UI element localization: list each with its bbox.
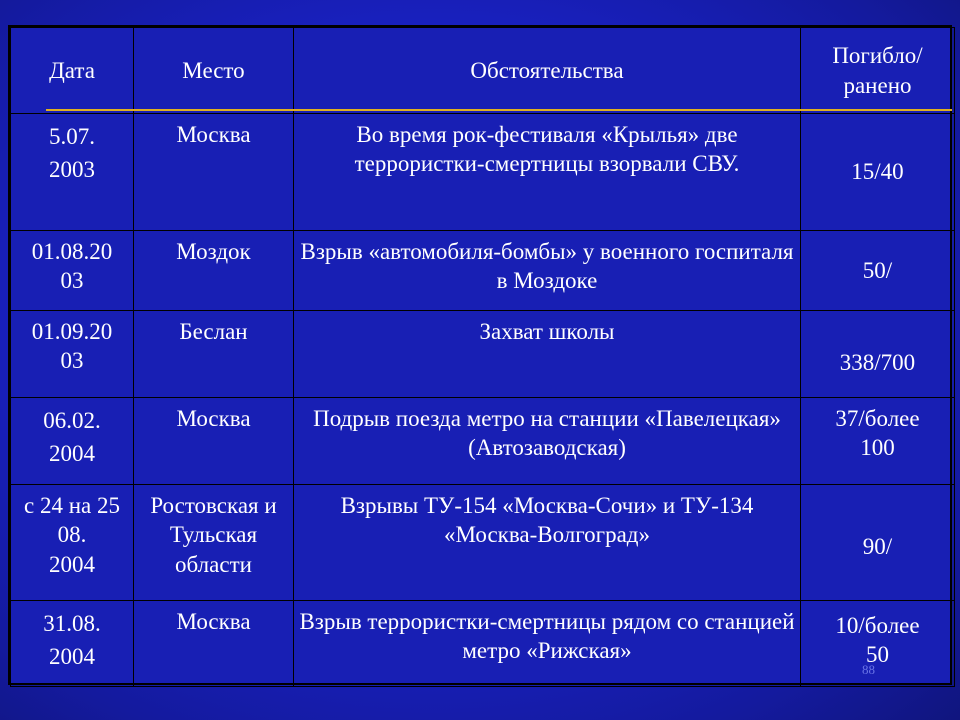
cell-casualties [801,114,955,231]
slide-number: 88 [862,662,875,677]
cell-circumstances: Во время рок-фестиваля «Крылья» две террористки-смертницы взорвали СВУ. [294,114,801,231]
date-line2: 2004 [49,441,95,467]
header-circumstances: Обстоятельства [294,28,801,114]
cell-date [11,311,134,398]
cell-place: Москва [134,114,294,231]
cell-place: Москва [134,601,294,687]
table-row [11,601,955,687]
cell-casualties [801,398,955,485]
date-line2: 03 [60,348,84,374]
cell-circumstances: Захват школы [294,311,801,398]
date-line1: 06.02. [43,408,101,433]
cell-casualties [801,485,955,601]
table-row [11,485,955,601]
casualties-line2: 100 [860,435,895,461]
header-casualties-line1: Погибло/ [832,43,923,69]
cell-date [11,114,134,231]
cell-casualties [801,601,955,687]
cell-circumstances: Взрыв «автомобиля-бомбы» у военного госпиталя в Моздоке [294,231,801,311]
date-line2: 2004 [49,551,95,577]
cell-place: Моздок [134,231,294,311]
casualties-line1: 10/более [835,613,920,638]
cell-date [11,601,134,687]
header-casualties [801,28,955,114]
casualties-line1: 15/40 [851,159,904,185]
cell-place: Москва [134,398,294,485]
incidents-table-container [8,25,952,685]
cell-casualties [801,231,955,311]
casualties-line1: 338/700 [839,350,916,376]
cell-circumstances: Взрыв террористки-смертницы рядом со станцией метро «Рижская» [294,601,801,687]
cell-place: Ростовская и Тульская области [134,485,294,601]
table-row [11,231,955,311]
casualties-line1: 50/ [862,257,893,283]
table-row [11,398,955,485]
cell-date [11,485,134,601]
date-line1: 31.08. [43,611,101,636]
date-line1: 01.08.20 [31,239,113,264]
date-line1: с 24 на 25 08. [24,493,120,548]
cell-date [11,398,134,485]
casualties-line1: 90/ [862,533,893,559]
date-line1: 01.09.20 [31,319,113,344]
cell-circumstances: Подрыв поезда метро на станции «Павелецкая» (Автозаводская) [294,398,801,485]
cell-date [11,231,134,311]
casualties-line2: 50 [866,642,889,668]
casualties-line1: 37/более [835,406,920,431]
header-accent-line [46,109,952,111]
date-line1: 5.07. [49,124,95,149]
header-date: Дата [11,28,134,114]
cell-place: Беслан [134,311,294,398]
incidents-table [10,27,955,687]
cell-casualties [801,311,955,398]
date-line2: 03 [60,268,84,294]
date-line2: 2004 [49,644,95,670]
table-row [11,311,955,398]
date-line2: 2003 [49,157,95,183]
table-row [11,114,955,231]
header-place: Место [134,28,294,114]
header-casualties-line2: ранено [843,72,912,98]
table-header-row [11,28,955,114]
cell-circumstances: Взрывы ТУ-154 «Москва-Сочи» и ТУ-134 «Москва-Волгоград» [294,485,801,601]
